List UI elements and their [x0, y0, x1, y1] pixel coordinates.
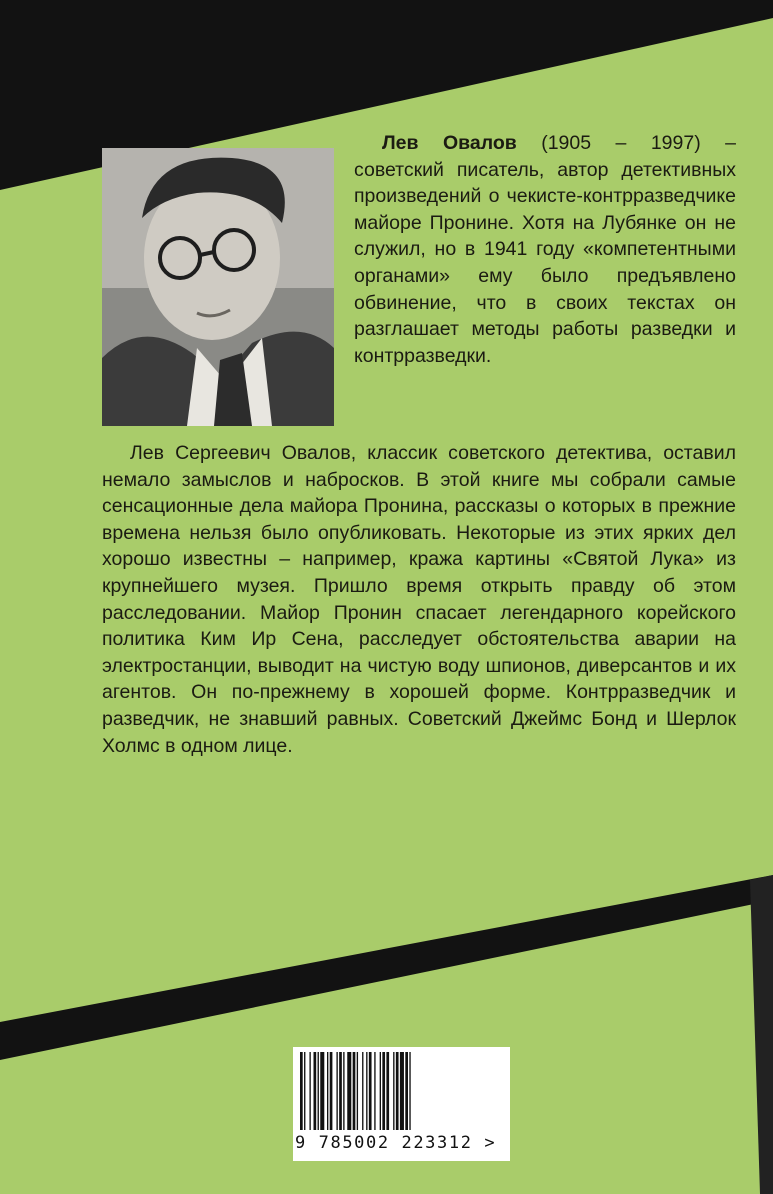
barcode-bar	[369, 1052, 372, 1130]
barcode-bar	[320, 1052, 324, 1130]
barcode-bar	[386, 1052, 389, 1130]
author-bio-text: (1905 – 1997) – советский писатель, автор детективных произведений о чекисте-контрразведчике майоре Пронине. Хотя на Лубянке он не служил, но в 1941 году «компетентными органами» ему было предъявлено обвинение, что в своих текстах он разглашает методы работы разведки и контрразведки.	[354, 132, 736, 367]
barcode-bar	[382, 1052, 385, 1130]
barcode-bar	[339, 1052, 342, 1130]
barcode-bar	[405, 1052, 408, 1130]
right-edge-shadow	[750, 875, 773, 1194]
author-name: Лев Овалов	[382, 132, 517, 154]
description-text: Лев Сергеевич Овалов, классик советского детектива, оставил немало замыслов и набросков. В этой книге мы собрали самые сенсационные дела майора Пронина, рассказы о которых в прежние времена нельзя было опубликовать. Некоторые из этих ярких дел хорошо известны – например, кража картины «Святой Лука» из крупнейшего музея. Пришло время открыть правду об этом расследовании. Майор Пронин спасает легендарного корейского политика Ким Ир Сена, расследует обстоятельства аварии на электростанции, выводит на чистую воду шпионов, диверсантов и их агентов. Он по-прежнему в хорошей форме. Контрразведчик и разведчик, не знавший равных. Советский Джеймс Бонд и Шерлок Холмс в одном лице.	[102, 442, 736, 757]
barcode-bar	[330, 1052, 333, 1130]
barcode-bar	[304, 1052, 305, 1130]
barcode-bar	[362, 1052, 363, 1130]
barcode-bar	[318, 1052, 319, 1130]
barcode-bar	[353, 1052, 356, 1130]
barcode-bar	[400, 1052, 404, 1130]
barcode-bar	[314, 1052, 317, 1130]
barcode-bar	[396, 1052, 399, 1130]
barcode-bar	[327, 1052, 328, 1130]
barcode-bars	[298, 1052, 505, 1134]
barcode-bar	[409, 1052, 410, 1130]
book-description	[102, 440, 736, 759]
author-photo	[102, 148, 334, 426]
barcode-bar	[336, 1052, 337, 1130]
barcode-bar	[343, 1052, 344, 1130]
barcode-bar	[374, 1052, 375, 1130]
barcode-bar	[309, 1052, 310, 1130]
isbn-number: 9 785002 223312 >	[295, 1133, 497, 1153]
barcode-bar	[393, 1052, 394, 1130]
barcode-bar	[357, 1052, 358, 1130]
barcode-bar	[366, 1052, 367, 1130]
barcode-bar	[300, 1052, 303, 1130]
author-bio	[354, 130, 736, 369]
barcode-bar	[347, 1052, 351, 1130]
bottom-stripe	[0, 875, 773, 1060]
barcode-bar	[380, 1052, 381, 1130]
barcode	[293, 1047, 510, 1161]
